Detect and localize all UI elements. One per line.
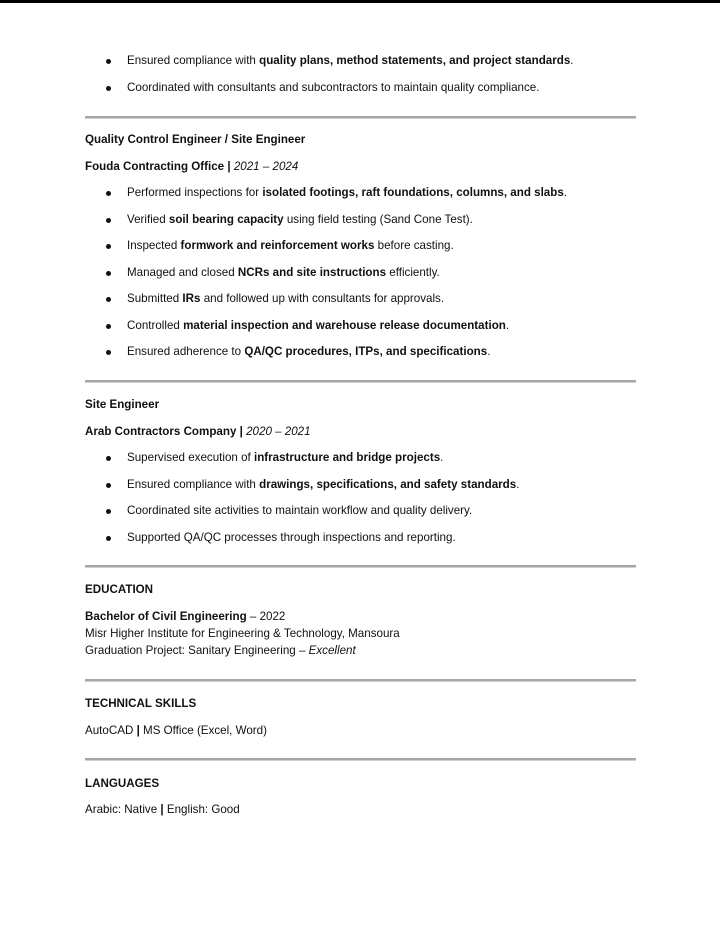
separator: | [227,160,231,173]
bullet-dot-icon [106,509,111,514]
job-title: Quality Control Engineer / Site Engineer [85,133,306,146]
section-divider [85,116,636,119]
bullet-dot-icon [106,350,111,355]
list-item: Controlled material inspection and warehouse release documentation. [85,319,567,346]
separator: | [160,803,164,816]
bullet-dot-icon [106,456,111,461]
bullet-dot-icon [106,324,111,329]
education-institute: Misr Higher Institute for Engineering & Technology, Mansoura [85,627,400,640]
list-item: Ensured compliance with drawings, specifications, and safety standards. [85,478,519,505]
list-item: Managed and closed NCRs and site instructions efficiently. [85,266,567,293]
job-bullet-list [85,451,519,557]
bullet-dot-icon [106,191,111,196]
top-edge-bar [0,0,720,3]
list-item: Supervised execution of infrastructure and bridge projects. [85,451,519,478]
section-divider [85,565,636,568]
list-item: Verified soil bearing capacity using field testing (Sand Cone Test). [85,213,567,240]
list-item: Inspected formwork and reinforcement works before casting. [85,239,567,266]
bullet-dot-icon [106,218,111,223]
job-company-line [85,160,298,174]
bullet-dot-icon [106,271,111,276]
languages-heading: LANGUAGES [85,777,160,790]
list-item: Coordinated with consultants and subcontractors to maintain quality compliance. [85,81,574,108]
section-divider [85,380,636,383]
project-prefix: Graduation Project: Sanitary Engineering – [85,644,309,657]
separator: | [239,425,243,438]
list-item: Ensured compliance with quality plans, method statements, and project standards. [85,54,574,81]
skills-line: AutoCAD | MS Office (Excel, Word) [85,724,267,737]
bullet-dot-icon [106,59,111,64]
separator: | [136,724,140,737]
degree-year: – 2022 [246,610,286,623]
bullet-dot-icon [106,483,111,488]
list-item: Supported QA/QC processes through inspections and reporting. [85,531,519,558]
job-bullet-list [85,186,567,372]
education-heading: EDUCATION [85,583,154,596]
section-divider [85,758,636,761]
job-title: Site Engineer [85,398,160,411]
company-name: Arab Contractors Company [85,425,237,438]
job-company-line [85,425,311,439]
list-item: Submitted IRs and followed up with consultants for approvals. [85,292,567,319]
bullet-dot-icon [106,244,111,249]
list-item: Performed inspections for isolated footings, raft foundations, columns, and slabs. [85,186,567,213]
bullet-dot-icon [106,297,111,302]
list-item: Coordinated site activities to maintain workflow and quality delivery. [85,504,519,531]
skills-heading: TECHNICAL SKILLS [85,697,197,710]
bullet-dot-icon [106,536,111,541]
job-period: 2020 – 2021 [246,425,311,438]
company-name: Fouda Contracting Office [85,160,225,173]
education-degree-line [85,608,285,625]
languages-line: Arabic: Native | English: Good [85,803,240,816]
education-project-line [85,642,356,659]
job-period: 2021 – 2024 [233,160,299,173]
bullet-dot-icon [106,86,111,91]
list-item: Ensured adherence to QA/QC procedures, ITPs, and specifications. [85,345,567,372]
project-grade: Excellent [308,644,356,657]
intro-bullet-list [85,54,574,107]
degree-name: Bachelor of Civil Engineering [85,610,247,623]
section-divider [85,679,636,682]
